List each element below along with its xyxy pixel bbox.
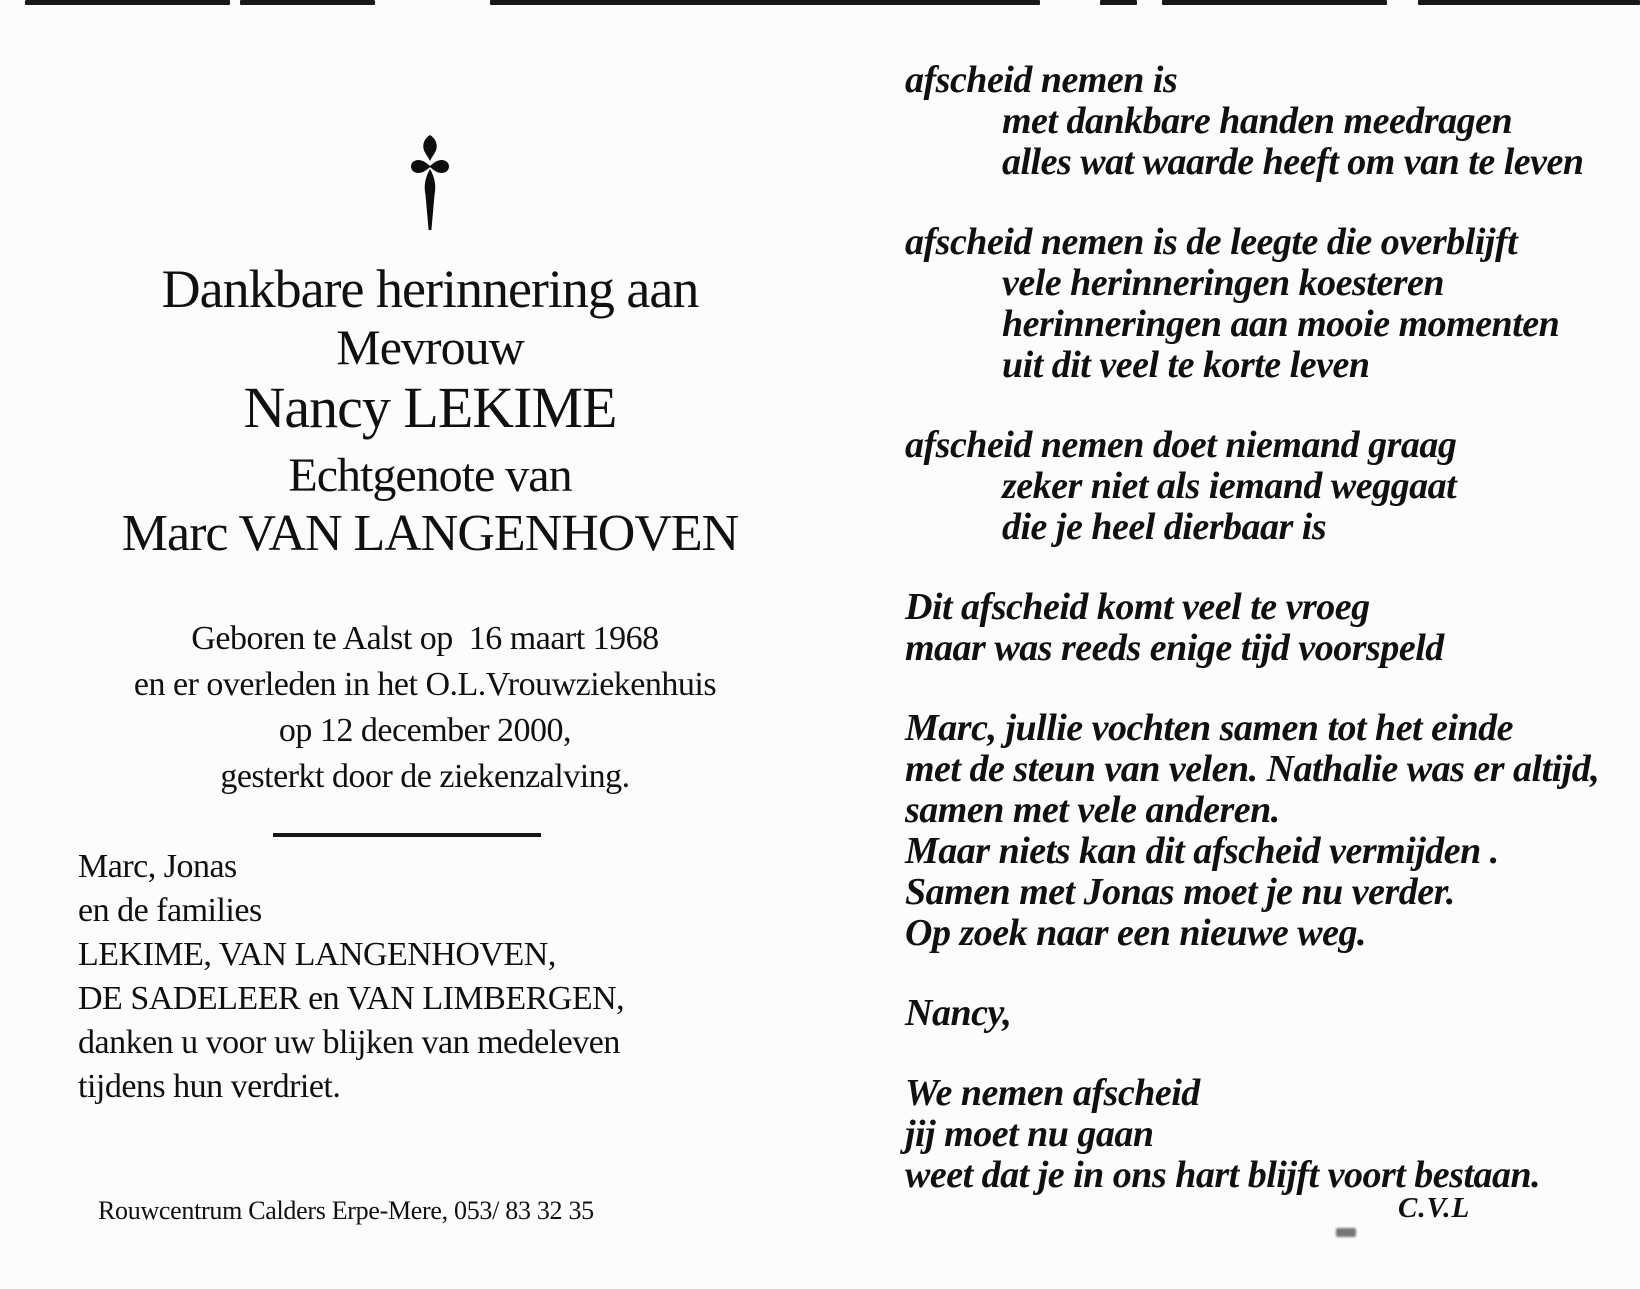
poem-line: alles wat waarde heeft om van te leven bbox=[1002, 141, 1584, 183]
poem-stanza bbox=[905, 993, 1605, 1034]
poem-line: maar was reeds enige tijd voorspeld bbox=[905, 627, 1444, 669]
acknowledgement-line: Marc, Jonas bbox=[78, 848, 237, 885]
poem-stanza bbox=[905, 425, 1605, 548]
salutation: Mevrouw bbox=[336, 319, 524, 375]
poem-line: Nancy, bbox=[905, 992, 1012, 1034]
poem-line: Dit afscheid komt veel te vroeg bbox=[905, 586, 1370, 628]
acknowledgement-line: DE SADELEER en VAN LIMBERGEN, bbox=[78, 980, 625, 1017]
acknowledgement bbox=[78, 845, 778, 1109]
scan-artifact bbox=[25, 0, 230, 5]
poem-line: We nemen afscheid bbox=[905, 1072, 1200, 1114]
poem-line: zeker niet als iemand weggaat bbox=[1002, 465, 1457, 507]
poem-line: afscheid nemen is bbox=[905, 59, 1178, 101]
life-detail-line: en er overleden in het O.L.Vrouwziekenhuis bbox=[133, 666, 717, 703]
poem-line: met de steun van velen. Nathalie was er altijd, bbox=[905, 748, 1600, 790]
poem-line: die je heel dierbaar is bbox=[1002, 506, 1327, 548]
life-detail-line: gesterkt door de ziekenzalving. bbox=[220, 758, 630, 795]
section-divider bbox=[273, 833, 541, 837]
acknowledgement-line: danken u voor uw blijken van medeleven bbox=[78, 1024, 620, 1061]
poem-line: met dankbare handen meedragen bbox=[1002, 100, 1513, 142]
poem-signature: C.V.L bbox=[1398, 1192, 1471, 1224]
scan-artifact bbox=[1162, 0, 1387, 5]
life-detail-line: op 12 december 2000, bbox=[278, 712, 572, 749]
poem-line: jij moet nu gaan bbox=[905, 1113, 1154, 1155]
scan-artifact bbox=[1418, 0, 1640, 5]
acknowledgement-line: tijdens hun verdriet. bbox=[78, 1068, 341, 1105]
poem-line: afscheid nemen doet niemand graag bbox=[905, 424, 1457, 466]
life-details bbox=[25, 616, 825, 800]
poem-stanza bbox=[905, 708, 1605, 954]
poem-line: samen met vele anderen. bbox=[905, 789, 1280, 831]
poem-line: weet dat je in ons hart blijft voort bestaan. bbox=[905, 1154, 1541, 1196]
acknowledgement-line: LEKIME, VAN LANGENHOVEN, bbox=[78, 936, 556, 973]
scan-artifact bbox=[240, 0, 375, 5]
poem-stanza bbox=[905, 222, 1605, 386]
scan-artifact bbox=[490, 0, 1040, 5]
poem-stanza bbox=[905, 587, 1605, 669]
poem bbox=[905, 60, 1605, 1235]
deceased-name: Nancy LEKIME bbox=[243, 375, 617, 440]
spouse-name: Marc VAN LANGENHOVEN bbox=[121, 505, 739, 562]
funeral-home-line: Rouwcentrum Calders Erpe-Mere, 053/ 83 32 35 bbox=[98, 1196, 594, 1225]
poem-line: afscheid nemen is de leegte die overblijft bbox=[905, 221, 1518, 263]
scan-artifact bbox=[1100, 0, 1137, 5]
life-detail-line: Geboren te Aalst op 16 maart 1968 bbox=[191, 620, 659, 657]
poem-line: vele herinneringen koesteren bbox=[1002, 262, 1444, 304]
poem-line: Maar niets kan dit afscheid vermijden . bbox=[905, 830, 1499, 872]
poem-line: Samen met Jonas moet je nu verder. bbox=[905, 871, 1455, 913]
relation-label: Echtgenote van bbox=[288, 449, 572, 502]
cross-icon bbox=[408, 134, 452, 232]
poem-line: herinneringen aan mooie momenten bbox=[1002, 303, 1560, 345]
poem-line: uit dit veel te korte leven bbox=[1002, 344, 1370, 386]
poem-line: Marc, jullie vochten samen tot het einde bbox=[905, 707, 1514, 749]
poem-stanza bbox=[905, 1073, 1605, 1196]
poem-line: Op zoek naar een nieuwe weg. bbox=[905, 912, 1366, 954]
poem-stanza bbox=[905, 60, 1605, 183]
page-title: Dankbare herinnering aan bbox=[161, 259, 699, 319]
acknowledgement-line: en de families bbox=[78, 892, 262, 929]
